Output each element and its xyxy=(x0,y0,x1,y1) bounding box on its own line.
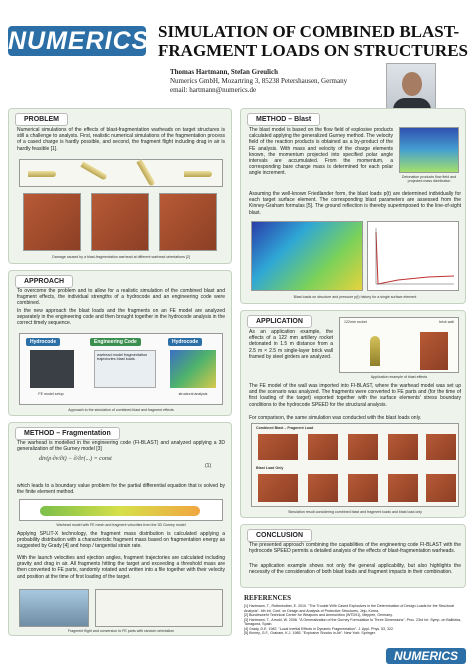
application-text-3: For comparison, the same simulation was conducted with the blast loads only. xyxy=(249,415,422,421)
frag-text-4: With the launch velocities and ejection angles, fragment trajectories are calculated including gravity and drag in air. All fragments hitting the target and exceeding a threshold mass are then converted to FE parts, randomly rotated and written into a file together with their velocity and position at the time of first loading of the target. xyxy=(17,555,225,580)
affiliation: Numerics GmbH, Mozartring 3, 85238 Petershausen, Germany xyxy=(170,77,348,85)
application-scene-graphic xyxy=(339,317,459,373)
references-heading: REFERENCES xyxy=(244,594,292,602)
warhead-mesh-graphic xyxy=(19,499,223,521)
equation-number: (1) xyxy=(205,463,212,469)
references-section xyxy=(244,594,464,636)
frag-caption-1: Warhead model with FE mesh and fragment velocities from the 3D Gurney model xyxy=(56,523,186,527)
problem-heading: PROBLEM xyxy=(15,113,68,126)
problem-panel xyxy=(8,108,232,264)
damage-photo-3 xyxy=(159,193,217,251)
frag-text-2: which leads to a boundary value problem for the partial differential equation that is solved by the finite element method. xyxy=(17,483,225,496)
conclusion-text-1: The presented approach combining the capabilities of the engineering code FI-BLAST with the hydrocode SPEED permits a detailed analysis of the effects of blast-fragmentation warheads. xyxy=(249,542,461,555)
blast-heading: METHOD – Blast xyxy=(247,113,320,126)
damage-photo-2 xyxy=(91,193,149,251)
reference-item: [4] Grady, D.E. 1982. "Local Inertial Effects in Dynamic Fragmentation". J. Appl. Phys. 53, 322. xyxy=(244,626,395,631)
fragmentation-panel xyxy=(8,422,232,636)
warhead-orientations-diagram xyxy=(19,159,223,187)
blast-caption-1: Detonation products flow field and projected mass distribution xyxy=(401,175,457,183)
application-panel xyxy=(240,310,466,518)
numerics-logo: NUMERICS xyxy=(8,27,150,55)
email: email: hartmann@numerics.de xyxy=(170,86,257,94)
warhead-steps: warhead model fragmentation trajectories blast loads xyxy=(94,350,156,388)
reference-item: [1] Hartmann, T., Rottenkolber, E. 2010. "The Trouble With Cased Explosives in the Determination of Design Loads for the Structural Analysis". 4th Int. Conf. on Design and Analysis of Protective Structures, Jeju, Korea. xyxy=(244,604,454,613)
conclusion-text-2: The application example shows not only the general applicability, but also highlights the necessity of the consideration of both blast loads and fragment impacts in their combination. xyxy=(249,563,461,576)
blast-panel xyxy=(240,108,466,304)
engineering-code-label: Engineering Code xyxy=(90,338,141,346)
approach-caption: Approach to the simulation of combined blast and fragment effects xyxy=(68,408,174,412)
conclusion-panel xyxy=(240,524,466,588)
damage-photo-1 xyxy=(23,193,81,251)
reference-item: [5] Kinney, G.F., Graham, K.J. 1985. "Explosive Shocks in Air". New York: Springer. xyxy=(244,631,376,635)
combined-load-label: Combined Blast – Fragment Load xyxy=(256,426,314,430)
application-heading: APPLICATION xyxy=(247,315,312,328)
fragmentation-heading: METHOD – Fragmentation xyxy=(15,427,120,440)
wall-label: brick wall xyxy=(439,320,454,324)
authors-block xyxy=(170,68,370,95)
fe-setup-label: FE model setup xyxy=(38,392,64,396)
approach-flow-diagram xyxy=(19,333,223,405)
conclusion-heading: CONCLUSION xyxy=(247,529,312,542)
gurney-equation: div(ρ·∂v/∂t) − ∂/∂r(...) = const xyxy=(39,456,112,462)
approach-text-1: To overcome the problem and to allow for a realistic simulation of the combined blast and fragment effects, the individual strengths of a hydrocode and an engineering code were combined. xyxy=(17,288,225,307)
hydrocode-label-2: Hydrocode xyxy=(168,338,202,346)
blast-caption-2: Blast loads on structure and pressure p(t) history for a single surface element xyxy=(293,295,417,299)
frag-text-1: The warhead is modelled in the engineering code (FI-BLAST) and analyzed applying a 3D generalization of the Gurney model [3] xyxy=(17,440,225,453)
pressure-history-chart xyxy=(367,221,459,291)
application-caption-2: Simulation result considering combined blast and fragment loads and blast load only xyxy=(288,510,422,514)
application-text-1: As an application example, the effects of a 122 mm artillery rocket detonated in 1.5 m distance from a 2.5 m × 2.5 m single-layer brick wall framed by steel girders are analyzed. xyxy=(249,329,333,360)
fe-model-graphic xyxy=(30,350,74,388)
blast-text-2: Assuming the well-known Friedlander form, the blast loads p(t) are determined individually for each target surface element. The corresponding blast parameters are assessed from the Kinney-Graham formulas [5]. The ground reflection is thereby superimposed to the line-of-sight blast. xyxy=(249,191,461,216)
pressure-curve-svg xyxy=(368,222,460,292)
flow-field-graphic xyxy=(399,127,459,173)
structural-result-graphic xyxy=(170,350,216,388)
blast-load-structure-graphic xyxy=(251,221,363,291)
frag-caption-2: Fragment flight and conversion to FE parts with random orientation xyxy=(67,629,175,633)
approach-text-2: In the new approach the blast loads and the fragments on an FE model are analyzed separately in the engineering code and then brought together in the hydrocode analysis in the correct timely sequence. xyxy=(17,308,225,327)
simulation-results-graphic xyxy=(251,423,459,507)
blast-text-1: The blast model is based on the flow field of explosive products calculated applying the generalized Gurney method. The velocity field of the reaction products is obtained as a by-product of the FE analysis. With mass and velocity of the charge elements known, the momentum projected into specified polar angle intervals are accumulated. From the momentum, a corresponding bare charge mass is determined for each polar angle increment. xyxy=(249,127,393,177)
frag-text-3: Applying SPLIT-X technology, the fragment mass distribution is calculated applying a probability distribution with a characteristic fragment mass based on fragmentation energy as suggested by Grady [4] and hoop / tangential strain rate. xyxy=(17,531,225,550)
reference-item: [2] Bundeswehr Technical Center for Weapons and Ammunition (WTD91), Meppen, Germany. xyxy=(244,613,393,617)
blast-only-label: Blast Load Only xyxy=(256,466,284,470)
problem-caption: Damage caused by a blast-fragmentation warhead at different warhead orientations [2] xyxy=(52,255,190,259)
author-names: Thomas Hartmann, Stefan Greulich xyxy=(170,68,278,76)
approach-heading: APPROACH xyxy=(15,275,73,288)
fragment-flight-graphic xyxy=(19,589,89,627)
application-text-2: The FE model of the wall was imported into FI-BLAST, where the warhead model was set up and the scenario was analyzed. The fragments were converted to FE parts and (for the time of first loading of the target) exported together with the surface elements' stress boundary conditions to the hydrocode SPEED for the structural analysis. xyxy=(249,383,461,408)
structural-analysis-label: structural analysis xyxy=(178,392,208,396)
rocket-label: 122mm rocket xyxy=(344,320,367,324)
poster-title: SIMULATION OF COMBINED BLAST-FRAGMENT LOADS ON STRUCTURES xyxy=(158,22,468,60)
hydrocode-label-1: Hydrocode xyxy=(26,338,60,346)
fragment-fe-parts-graphic xyxy=(95,589,223,627)
reference-item: [3] Hartmann, T., Arnold, W. 2006. "A Generalization of the Gurney Formulation to Three Dimensions". Proc. 23rd Int. Symp. on Ballistics, Tarragona, Spain. xyxy=(244,617,462,626)
approach-panel xyxy=(8,270,232,416)
application-caption-1: Application example of blast effects xyxy=(370,375,428,379)
footer-logo: NUMERICS xyxy=(386,648,466,664)
problem-text: Numerical simulations of the effects of blast-fragmentation warheads on target structures is still a challenge to analysts. First, realistic numerical simulations of the fragmentation process of a cased charge is hardly possible, and second, the fragment flight including drag in air is hardly feasible [1]. xyxy=(17,127,225,152)
